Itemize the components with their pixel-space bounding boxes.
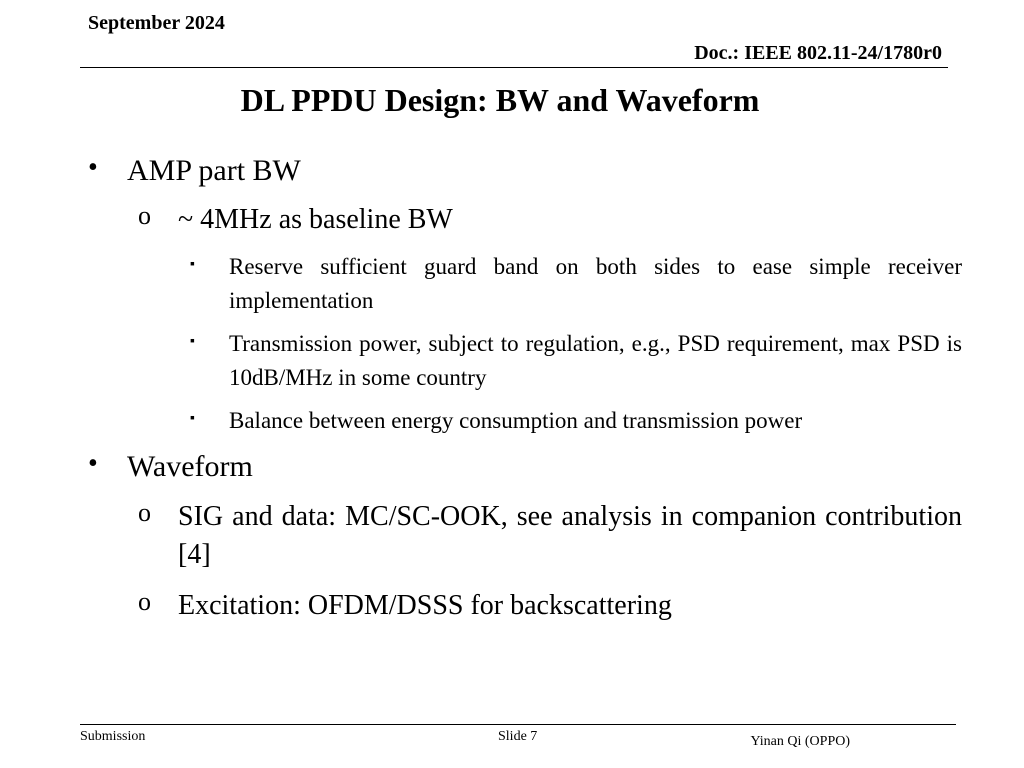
bullet-text: Transmission power, subject to regulation, e.g., PSD requirement, max PSD is 10dB/MHz in some country — [229, 331, 962, 390]
footer-divider — [80, 724, 956, 725]
footer-slide-number: Slide 7 — [498, 729, 538, 744]
bullet-marker: • — [88, 152, 98, 183]
bullet-marker: o — [138, 498, 151, 527]
bullet-text: Waveform — [127, 450, 253, 483]
bullet-marker: o — [138, 201, 151, 230]
bullet-text: Excitation: OFDM/DSSS for backscattering — [178, 590, 672, 621]
header-doc-id: Doc.: IEEE 802.11-24/1780r0 — [694, 42, 942, 64]
bullet-text: Reserve sufficient guard band on both sides to ease simple receiver implementation — [229, 254, 962, 313]
bullet-marker: ▪ — [190, 411, 195, 426]
bullet-text: AMP part BW — [127, 154, 301, 187]
slide-title: DL PPDU Design: BW and Waveform — [240, 82, 760, 118]
bullet-marker: o — [138, 587, 151, 616]
bullet-text: ~ 4MHz as baseline BW — [178, 204, 453, 235]
bullet-marker: ▪ — [190, 334, 195, 349]
bullet-marker: • — [88, 448, 98, 479]
bullet-text: SIG and data: MC/SC-OOK, see analysis in companion contribution [4] — [178, 501, 962, 570]
bullet-marker: ▪ — [190, 257, 195, 272]
footer-author: Yinan Qi (OPPO) — [750, 734, 850, 749]
header-date: September 2024 — [88, 12, 225, 34]
bullet-text: Balance between energy consumption and transmission power — [229, 408, 803, 433]
footer-submission: Submission — [80, 729, 146, 744]
